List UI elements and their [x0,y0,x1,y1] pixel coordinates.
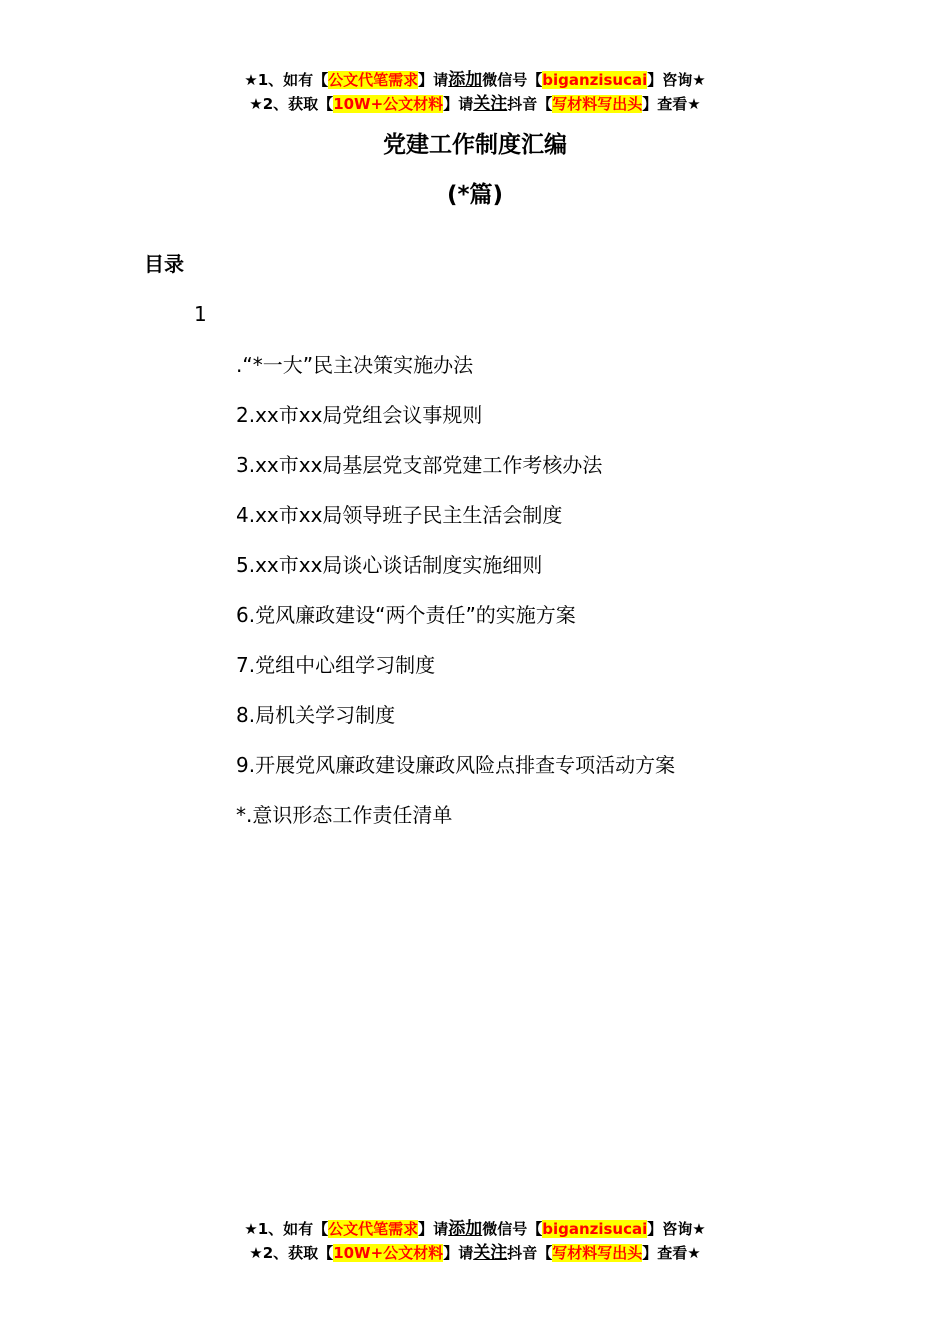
banner-text: 】请 [418,71,449,89]
banner-underline: 添加 [448,70,483,90]
banner-text: 微信号【 [482,1220,543,1238]
banner-text: 微信号【 [482,71,543,89]
banner-text: 】请 [443,95,474,113]
banner-highlight: 公文代笔需求 [328,71,419,89]
banner-highlight: 10W+公文材料 [333,1244,444,1262]
toc-item: 6.党风廉政建设“两个责任”的实施方案 [236,603,576,627]
banner-text: ★2、获取【 [249,95,334,113]
toc-item: .“*一大”民主决策实施办法 [236,353,474,377]
banner-text: 】查看★ [642,95,701,113]
banner-highlight: 10W+公文材料 [333,95,444,113]
banner-underline: 添加 [448,1219,483,1239]
banner-underline: 关注 [473,1243,508,1263]
header-banner [0,68,950,116]
document-title: 党建工作制度汇编 [383,132,567,158]
banner-line-2 [0,92,950,116]
banner-text: 】咨询★ [647,1220,706,1238]
toc-number: 1 [194,302,207,326]
banner-text: ★2、获取【 [249,1244,334,1262]
toc-item: 3.xx市xx局基层党支部党建工作考核办法 [236,453,603,477]
banner-highlight: biganzisucai [542,1220,648,1238]
document-subtitle: (*篇) [446,182,504,208]
banner-text: 】查看★ [642,1244,701,1262]
banner-text: 抖音【 [507,95,553,113]
banner-text: ★1、如有【 [244,1220,329,1238]
toc-list [236,349,675,849]
banner-text: ★1、如有【 [244,71,329,89]
banner-highlight: biganzisucai [542,71,648,89]
banner-highlight: 写材料写出头 [552,95,643,113]
banner-text: 】请 [418,1220,449,1238]
toc-item: 5.xx市xx局谈心谈话制度实施细则 [236,553,543,577]
banner-text: 】咨询★ [647,71,706,89]
toc-item: 7.党组中心组学习制度 [236,653,436,677]
banner-highlight: 写材料写出头 [552,1244,643,1262]
toc-item: 4.xx市xx局领导班子民主生活会制度 [236,503,563,527]
banner-underline: 关注 [473,94,508,114]
toc-item: *.意识形态工作责任清单 [236,803,453,827]
banner-line-1 [0,68,950,92]
banner-line-1 [0,1217,950,1241]
footer-banner [0,1217,950,1265]
toc-item: 2.xx市xx局党组会议事规则 [236,403,483,427]
banner-text: 抖音【 [507,1244,553,1262]
banner-text: 】请 [443,1244,474,1262]
banner-highlight: 公文代笔需求 [328,1220,419,1238]
toc-item: 9.开展党风廉政建设廉政风险点排查专项活动方案 [236,753,676,777]
toc-heading: 目录 [144,252,184,276]
toc-item: 8.局机关学习制度 [236,703,396,727]
banner-line-2 [0,1241,950,1265]
